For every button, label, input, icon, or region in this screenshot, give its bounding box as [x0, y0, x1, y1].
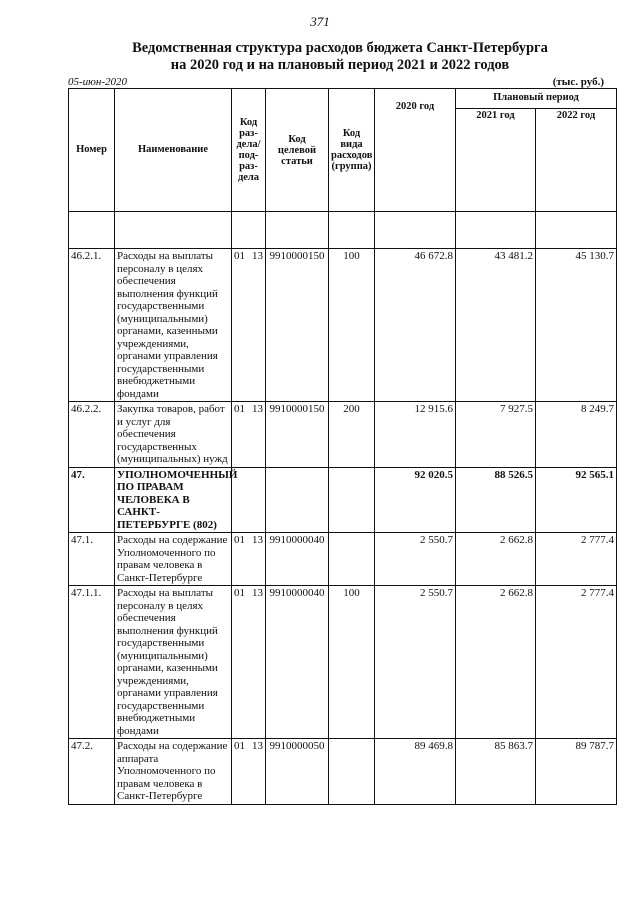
row-section — [232, 586, 266, 739]
spacer-cell — [456, 212, 536, 249]
row-number: 47.1. — [69, 533, 115, 586]
header-target-code: Код целевой статьи — [266, 89, 329, 212]
row-name: Закупка товаров, работ и услуг для обеспечения государственных (муниципальных) нужд — [115, 402, 232, 468]
header-plan-period: Плановый период — [456, 89, 617, 109]
row-subsection-code: 13 — [252, 534, 263, 546]
row-number: 46.2.1. — [69, 249, 115, 402]
row-number: 46.2.2. — [69, 402, 115, 468]
row-name: Расходы на выплаты персоналу в целях обеспечения выполнения функций государственными (муниципальными) органами, казенными учреждениями, органами управления государственными внебюджетными фондами — [115, 586, 232, 739]
row-name: Расходы на содержание аппарата Уполномоченного по правам человека в Санкт-Петербурге — [115, 739, 232, 805]
row-value-2020: 12 915.6 — [375, 402, 456, 468]
header-2022: 2022 год — [536, 109, 617, 212]
row-value-2022: 8 249.7 — [536, 402, 617, 468]
row-value-2022: 92 565.1 — [536, 467, 617, 533]
row-value-2021: 43 481.2 — [456, 249, 536, 402]
units-label: (тыс. руб.) — [552, 76, 604, 88]
row-value-2020: 2 550.7 — [375, 533, 456, 586]
row-kind-code — [329, 467, 375, 533]
row-section — [232, 402, 266, 468]
row-subsection-code: 13 — [252, 587, 263, 599]
row-target-code: 9910000150 — [266, 402, 329, 468]
spacer-cell — [69, 212, 115, 249]
row-kind-code: 200 — [329, 402, 375, 468]
row-section — [232, 533, 266, 586]
document-date: 05-июн-2020 — [68, 76, 128, 88]
row-section — [232, 249, 266, 402]
row-value-2021: 85 863.7 — [456, 739, 536, 805]
row-kind-code — [329, 739, 375, 805]
row-target-code: 9910000040 — [266, 533, 329, 586]
document-title — [60, 40, 620, 74]
row-value-2022: 89 787.7 — [536, 739, 617, 805]
row-value-2022: 2 777.4 — [536, 533, 617, 586]
row-target-code: 9910000050 — [266, 739, 329, 805]
header-section-code: Код раз-дела/ под-раз-дела — [232, 89, 266, 212]
row-subsection-code: 13 — [252, 403, 263, 415]
header-2020: 2020 год — [375, 89, 456, 212]
row-kind-code: 100 — [329, 249, 375, 402]
header-2021: 2021 год — [456, 109, 536, 212]
title-line-1: Ведомственная структура расходов бюджета Санкт-Петербурга — [132, 40, 548, 56]
row-target-code: 9910000150 — [266, 249, 329, 402]
spacer-cell — [232, 212, 266, 249]
title-line-2: на 2020 год и на плановый период 2021 и 2022 годов — [170, 57, 510, 73]
row-value-2022: 45 130.7 — [536, 249, 617, 402]
row-value-2020: 46 672.8 — [375, 249, 456, 402]
row-number: 47.1.1. — [69, 586, 115, 739]
row-name: УПОЛНОМОЧЕННЫЙ ПО ПРАВАМ ЧЕЛОВЕКА В САНКТ-ПЕТЕРБУРГЕ (802) — [115, 467, 232, 533]
page-number: 371 — [310, 14, 330, 29]
table-row — [69, 586, 617, 739]
table-row — [69, 467, 617, 533]
row-value-2020: 92 020.5 — [375, 467, 456, 533]
row-value-2022: 2 777.4 — [536, 586, 617, 739]
spacer-cell — [115, 212, 232, 249]
table-row — [69, 249, 617, 402]
row-section-code: 01 — [234, 250, 245, 262]
row-value-2021: 2 662.8 — [456, 586, 536, 739]
spacer-cell — [536, 212, 617, 249]
row-number: 47. — [69, 467, 115, 533]
row-value-2021: 88 526.5 — [456, 467, 536, 533]
row-section-code: 01 — [234, 534, 245, 546]
spacer-cell — [375, 212, 456, 249]
row-name: Расходы на выплаты персоналу в целях обеспечения выполнения функций государственными (муниципальными) органами, казенными учреждениями, органами управления государственными внебюджетными фондами — [115, 249, 232, 402]
row-value-2020: 89 469.8 — [375, 739, 456, 805]
header-name: Наименование — [115, 89, 232, 212]
row-kind-code: 100 — [329, 586, 375, 739]
row-value-2021: 2 662.8 — [456, 533, 536, 586]
table-row — [69, 402, 617, 468]
table-row — [69, 533, 617, 586]
budget-table — [68, 88, 617, 805]
row-subsection-code: 13 — [252, 250, 263, 262]
row-section-code: 01 — [234, 403, 245, 415]
row-section-code: 01 — [234, 587, 245, 599]
row-section — [232, 739, 266, 805]
row-kind-code — [329, 533, 375, 586]
spacer-cell — [329, 212, 375, 249]
row-number: 47.2. — [69, 739, 115, 805]
row-target-code: 9910000040 — [266, 586, 329, 739]
row-target-code — [266, 467, 329, 533]
row-name: Расходы на содержание Уполномоченного по правам человека в Санкт-Петербурге — [115, 533, 232, 586]
header-number: Номер — [69, 89, 115, 212]
row-subsection-code: 13 — [252, 740, 263, 752]
table-row — [69, 739, 617, 805]
row-section-code: 01 — [234, 740, 245, 752]
spacer-cell — [266, 212, 329, 249]
header-expense-kind-code: Код вида расходов (группа) — [329, 89, 375, 212]
row-value-2020: 2 550.7 — [375, 586, 456, 739]
row-value-2021: 7 927.5 — [456, 402, 536, 468]
